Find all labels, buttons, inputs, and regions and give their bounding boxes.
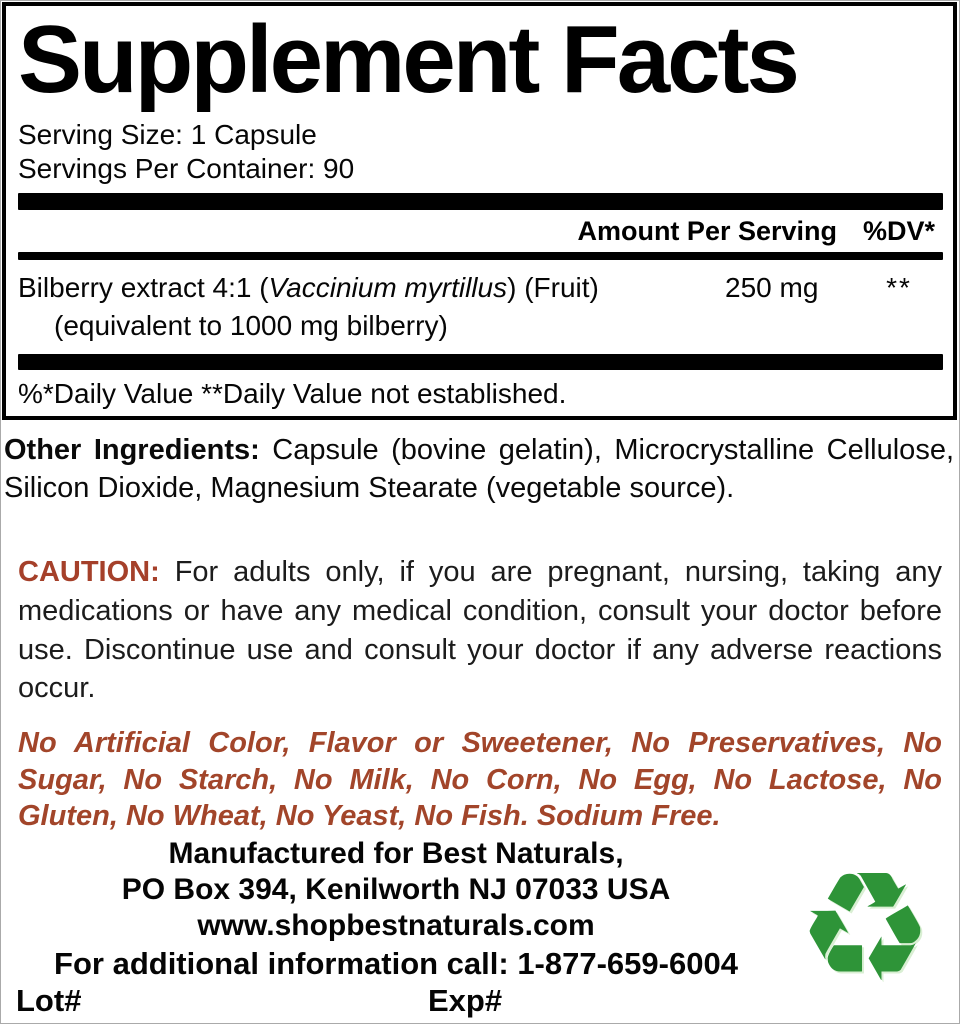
other-ingredients-label: Other Ingredients: [4, 433, 260, 466]
lot-exp-row [0, 982, 792, 1020]
address-line: PO Box 394, Kenilworth NJ 07033 USA [121, 872, 671, 906]
manufacturer-line: Manufactured for Best Naturals, [168, 836, 624, 870]
ingredient-name-prefix: Bilberry extract 4:1 ( [18, 272, 269, 304]
other-ingredients-text: Capsule (bovine gelatin), Microcrystalline Cellulose, Silicon Dioxide, Magnesium Stearate (vegetable source). [4, 433, 955, 505]
caution-label: CAUTION: [18, 556, 160, 589]
ingredient-name-species: Vaccinium myrtillus [268, 272, 508, 304]
ingredient-equivalent-line: (equivalent to 1000 mg bilberry) [54, 309, 448, 341]
amount-per-serving-header: Amount Per Serving [577, 216, 837, 247]
daily-value-footnote: %*Daily Value **Daily Value not established. [18, 377, 567, 409]
caution-paragraph [18, 553, 942, 707]
phone-line: For additional information call: 1-877-659-6004 [54, 945, 738, 981]
divider-thick-bottom [18, 354, 943, 370]
lot-number-label: Lot# [16, 983, 82, 1018]
servings-per-container-line: Servings Per Container: 90 [18, 153, 355, 185]
ingredient-dv-value: ** [886, 272, 912, 304]
percent-dv-header: %DV* [862, 216, 936, 247]
free-of-claims-paragraph: No Artificial Color, Flavor or Sweetener, No Preservatives, No Sugar, No Starch, No Milk, No Corn, No Egg, No Lactose, No Gluten, No Wheat, No Yeast, No Fish. Sodium Free. [18, 726, 942, 833]
table-header-row [18, 210, 943, 252]
ingredient-row [18, 271, 943, 305]
website-line: www.shopbestnaturals.com [197, 909, 595, 943]
ingredient-amount: 250 mg [725, 272, 819, 304]
divider-thick-top [18, 193, 943, 210]
footer-block [0, 836, 792, 1020]
divider-thin [18, 252, 943, 260]
serving-size-line: Serving Size: 1 Capsule [18, 119, 317, 150]
recycle-icon: ♻ [796, 839, 934, 1016]
ingredient-name [18, 271, 725, 305]
caution-text: For adults only, if you are pregnant, nursing, taking any medications or have any medical condition, consult your doctor before use. Discontinue use and consult your doctor if any adverse reactions occur. [18, 556, 942, 705]
panel-title: Supplement Facts [18, 6, 797, 113]
other-ingredients-paragraph [4, 431, 954, 508]
supplement-facts-panel [2, 2, 957, 420]
ingredient-name-suffix: ) (Fruit) [507, 272, 599, 304]
exp-date-label: Exp# [428, 983, 503, 1018]
